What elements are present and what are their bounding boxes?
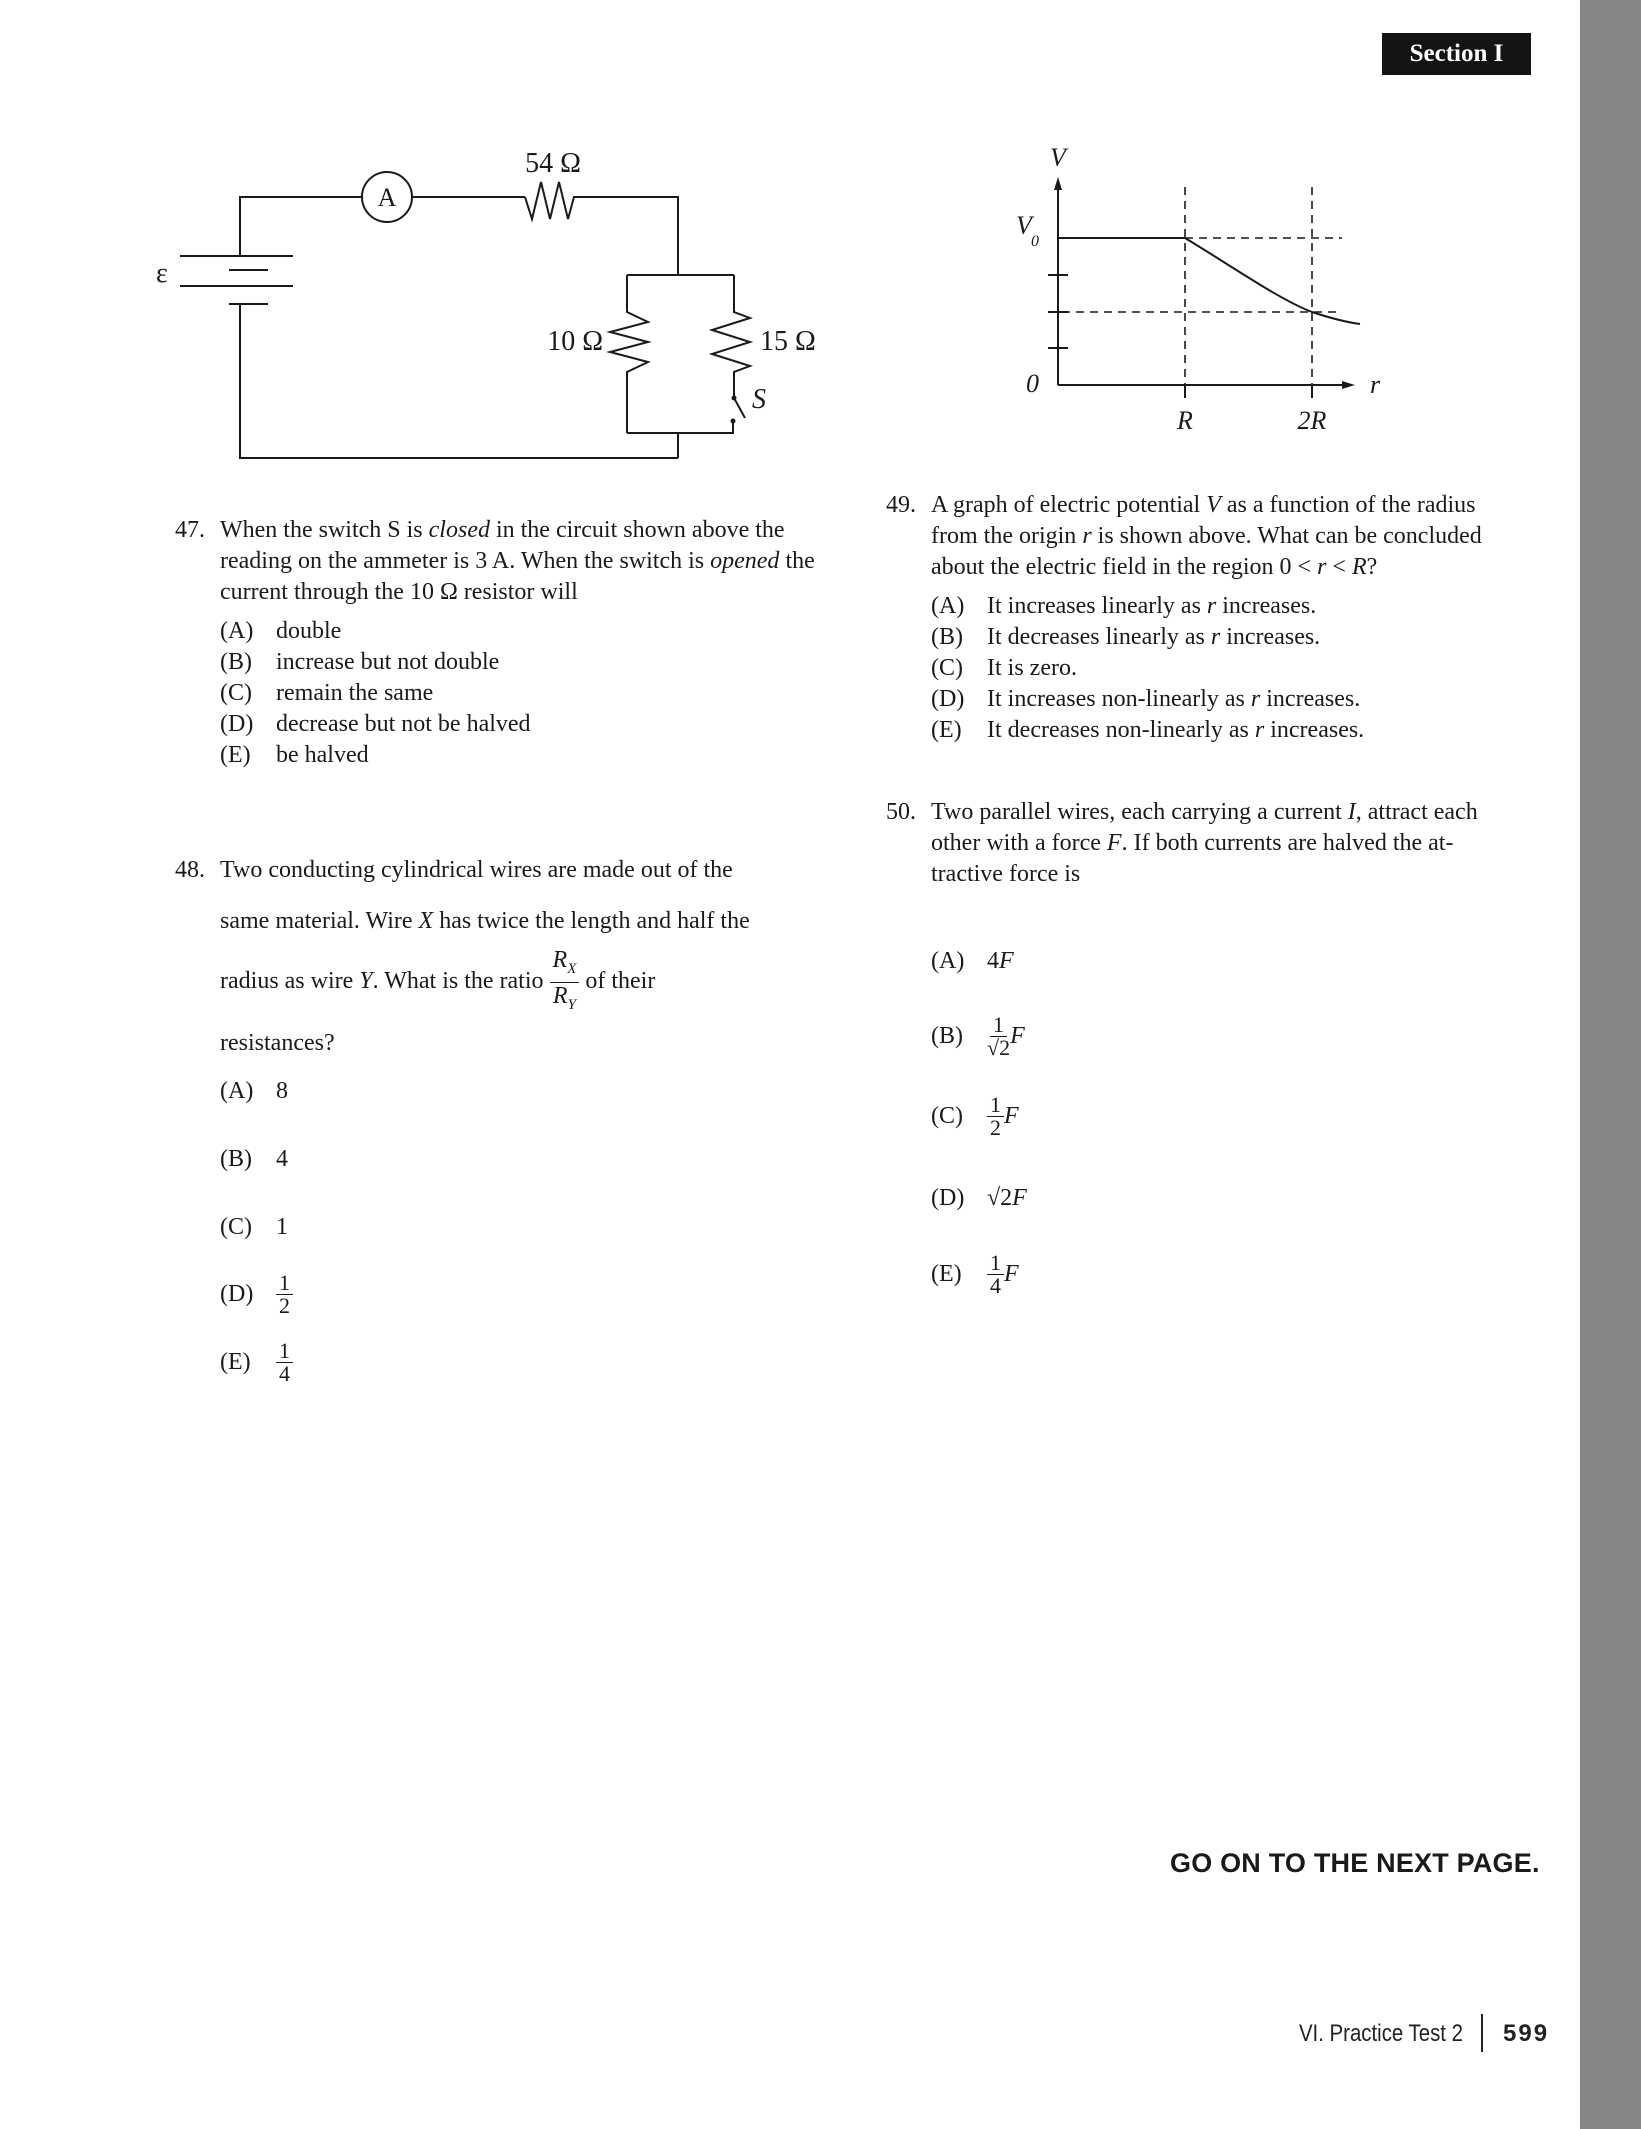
option-b[interactable]: (B) It decreases linearly as r increases.	[931, 624, 1321, 650]
v0-label: V	[1016, 211, 1032, 240]
q50-option-d[interactable]: (D) √2 F	[931, 1185, 1027, 1211]
page-number: 599	[1503, 2020, 1550, 2047]
question-number: 49.	[886, 492, 916, 518]
x-tick-R: R	[1177, 406, 1193, 435]
series-resistor-label: 54 Ω	[525, 148, 581, 179]
q48-option-c[interactable]: (C) 1	[220, 1214, 288, 1240]
go-on-next-page: GO ON TO THE NEXT PAGE.	[1170, 1848, 1540, 1878]
right-resistor-label: 15 Ω	[760, 326, 816, 357]
question-number: 50.	[886, 799, 916, 825]
ratio-fraction: $\frac{R_X}{R_Y}$	[550, 947, 580, 1018]
option-d[interactable]: (D) It increases non-linearly as r increases.	[931, 686, 1361, 712]
x-tick-2R: 2R	[1297, 406, 1327, 435]
question-49	[886, 490, 1566, 746]
question-text: When the switch S is closed in the circuit shown above the reading on the ammeter is 3 A. When the switch is opened the current through the 10 Ω resistor will	[220, 517, 815, 605]
potential-graph	[980, 130, 1400, 450]
x-axis-label: r	[1370, 370, 1381, 399]
question-48	[175, 845, 835, 1069]
q50-option-b[interactable]: (B) $\frac{1}{√2}$ F	[931, 1012, 1025, 1060]
q48-option-b[interactable]: (B) 4	[220, 1146, 288, 1172]
option-d[interactable]: (D) decrease but not be halved	[220, 711, 531, 737]
question-number: 48.	[175, 857, 205, 883]
footer-divider	[1481, 2014, 1483, 2052]
origin-label: 0	[1026, 369, 1039, 398]
q48-option-e[interactable]: (E) $\frac{1}{4}$	[220, 1340, 293, 1385]
switch-label: S	[752, 384, 766, 415]
emf-label: ε	[156, 258, 168, 289]
option-a[interactable]: (A) double	[220, 618, 342, 644]
q50-option-c[interactable]: (C) $\frac{1}{2}$ F	[931, 1092, 1019, 1140]
q48-option-a[interactable]: (A) 8	[220, 1078, 288, 1104]
option-e[interactable]: (E) be halved	[220, 742, 369, 768]
option-c[interactable]: (C) remain the same	[220, 680, 434, 706]
question-text: Two conducting cylindrical wires are made out of the same material. Wire X has twice the length and half the radius as wire Y. What is the ratio $\frac{R_X}{R_Y}$ of their resistances?	[220, 857, 750, 1056]
question-50	[886, 797, 1566, 890]
question-number: 47.	[175, 517, 205, 543]
section-badge: Section I	[1382, 33, 1531, 75]
option-c[interactable]: (C) It is zero.	[931, 655, 1077, 681]
footer-chapter: VI. Practice Test 2	[1298, 2020, 1463, 2047]
question-47	[175, 515, 815, 771]
circuit-diagram	[0, 0, 860, 480]
page-edge-bar	[1580, 0, 1641, 2129]
answer-options	[931, 591, 1566, 746]
answer-options	[220, 616, 815, 771]
q48-option-d[interactable]: (D) $\frac{1}{2}$	[220, 1272, 293, 1317]
q50-option-e[interactable]: (E) $\frac{1}{4}$ F	[931, 1250, 1019, 1298]
option-e[interactable]: (E) It decreases non-linearly as r increases.	[931, 717, 1365, 743]
v0-subscript: 0	[1031, 233, 1039, 250]
question-text: Two parallel wires, each carrying a current I, attract each other with a force F. If both currents are halved the at- tractive force is	[931, 799, 1478, 887]
option-b[interactable]: (B) increase but not double	[220, 649, 500, 675]
question-text: A graph of electric potential V as a function of the radius from the origin r is shown above. What can be concluded about the electric field in the region 0 < r < R?	[931, 492, 1482, 580]
q50-option-a[interactable]: (A) 4 F	[931, 948, 1014, 974]
ammeter-label: A	[377, 183, 397, 212]
left-resistor-label: 10 Ω	[547, 326, 603, 357]
y-axis-label: V	[1050, 143, 1066, 172]
option-a[interactable]: (A) It increases linearly as r increases.	[931, 593, 1317, 619]
